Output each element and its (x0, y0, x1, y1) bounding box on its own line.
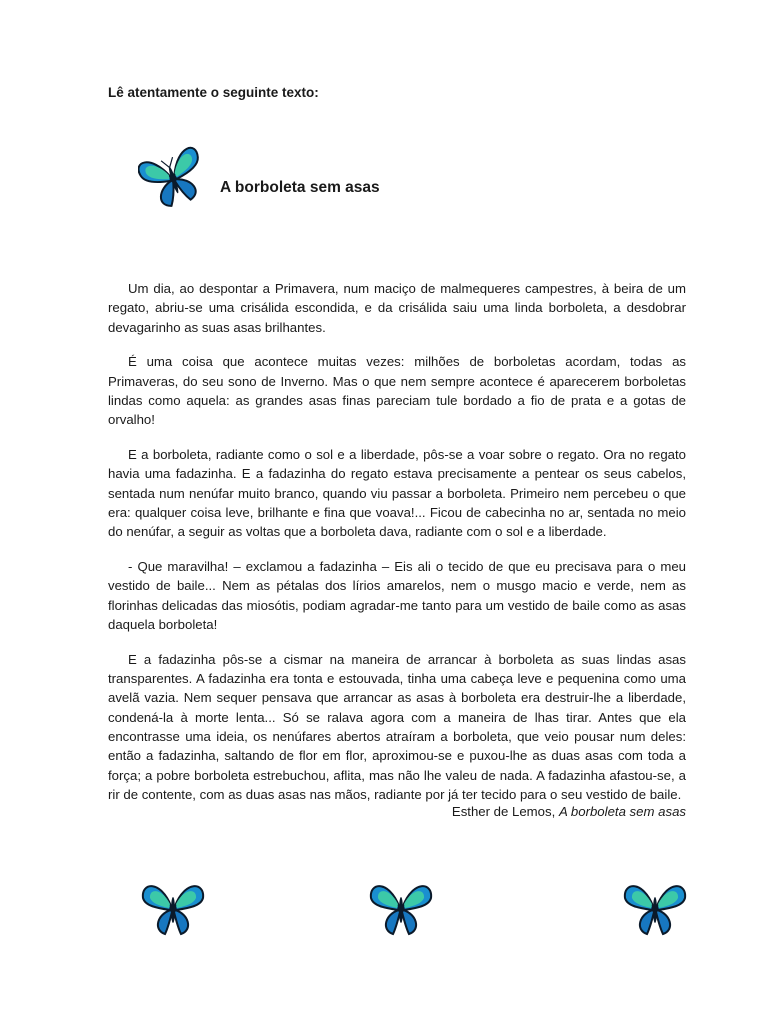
paragraph: Um dia, ao despontar a Primavera, num maciço de malmequeres campestres, à beira de um regato, abriu-se uma crisálida escondida, e da crisálida saiu uma linda borboleta, a desdobrar devagarinho as suas asas brilhantes. (108, 281, 686, 335)
paragraph: E a fadazinha pôs-se a cismar na maneira de arrancar à borboleta as suas lindas asas transparentes. A fadazinha era tonta e estouvada, tinha uma cabeça leve e pequenina como uma avelã vazia. Nem sequer pensava que arrancar as asas à borboleta era destruir-lhe a liberdade, condená-la à morte lenta... Só se ralava agora com a maneira de lhas tirar. Antes que ela encontrasse uma ideia, os nenúfares abertos atraíram a borboleta, que veio pousar num deles: então a fadazinha, saltando de flor em flor, aproximou-se e puxou-lhe as duas asas com toda a força; a pobre borboleta estrebuchou, aflita, mas não lhe valeu de nada. A fadazinha afastou-se, a rir de contente, com as duas asas nas mãos, radiante por já ter tecido para o seu vestido de baile. (108, 651, 686, 802)
butterfly-icon (622, 878, 688, 938)
title-block (138, 143, 438, 213)
author-name: Esther de Lemos, (451, 804, 559, 819)
work-title: A borboleta sem asas (558, 804, 686, 819)
story-text (108, 279, 686, 820)
paragraph: E a borboleta, radiante como o sol e a liberdade, pôs-se a voar sobre o regato. Ora no regato havia uma fadazinha. E a fadazinha do regato estava precisamente a pentear os seus cabelos, sentada num nenúfar muito branco, quando viu passar a borboleta. Primeiro nem percebeu o que era: qualquer coisa leve, brilhante e fina que voava!... Ficou de cabecinha no ar, sentada no meio do nenúfar, a seguir as voltas que a borboleta dava, radiante com o sol e a liberdade. (108, 447, 686, 540)
story-title: A borboleta sem asas (220, 179, 380, 196)
butterfly-icon (138, 143, 208, 213)
instruction: Lê atentamente o seguinte texto: (108, 85, 319, 100)
butterfly-icon (368, 878, 434, 938)
butterfly-icon (140, 878, 206, 938)
paragraph: - Que maravilha! – exclamou a fadazinha – Eis ali o tecido de que eu precisava para o meu vestido de baile... Nem as pétalas dos lírios amarelos, nem o musgo macio e verde, nem as florinhas delicadas das miosótis, podiam agradar-me tanto para um vestido de baile como as asas daquela borboleta! (108, 559, 686, 632)
attribution (452, 804, 686, 819)
paragraph: É uma coisa que acontece muitas vezes: milhões de borboletas acordam, todas as Primaveras, do seu sono de Inverno. Mas o que nem sempre acontece é aparecerem borboletas lindas como aquela: as grandes asas finas pareciam tule bordado a fio de prata e a gotas de orvalho! (108, 354, 686, 428)
